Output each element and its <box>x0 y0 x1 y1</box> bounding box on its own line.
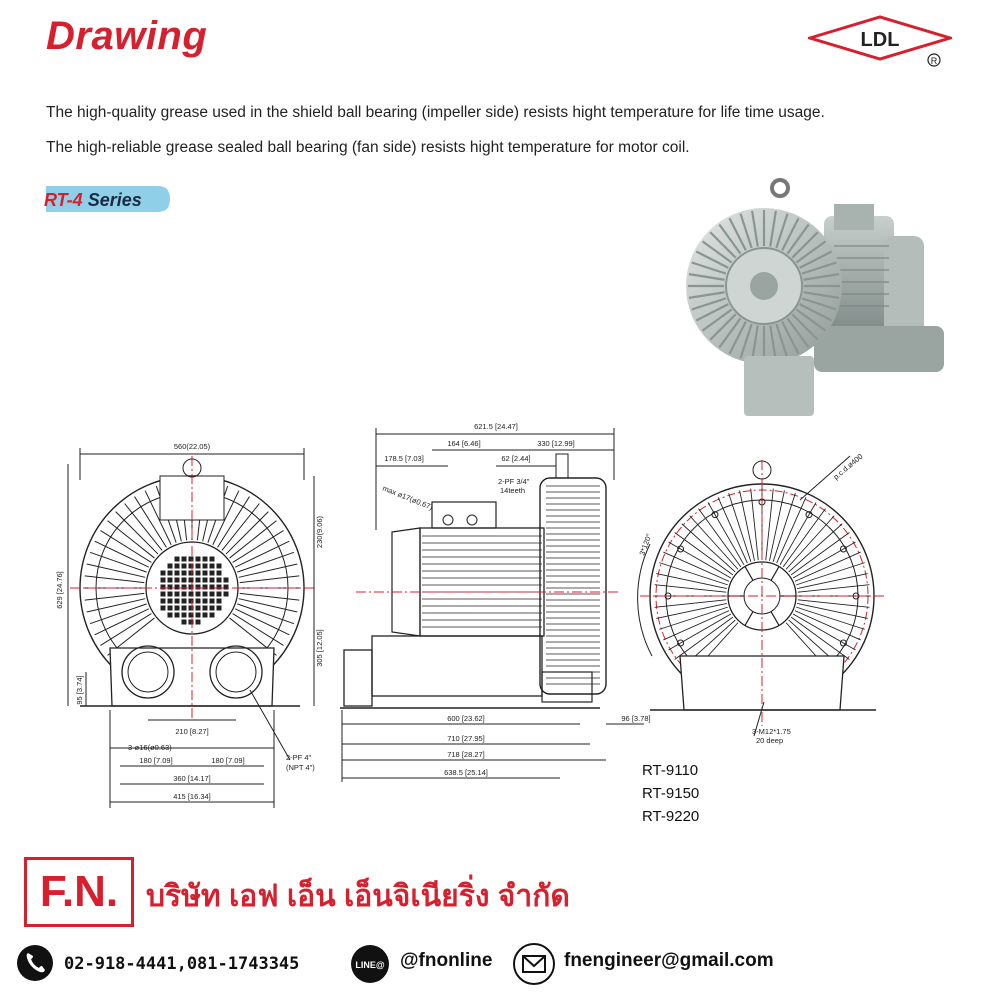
dim-96: 96 [3.78] <box>621 714 651 723</box>
dim-front-height: 629 [24.76] <box>55 571 64 609</box>
line-id[interactable]: @fnonline <box>400 950 493 971</box>
series-prefix: RT-4 <box>44 190 83 210</box>
dim-front-base: 95 [3.74] <box>75 675 84 705</box>
dim-cable: max ø17(ø0.67) <box>381 483 435 512</box>
blower-photo <box>684 176 954 430</box>
dim-mount-holes: 3-ø16(ø0.63) <box>128 743 172 752</box>
brand-text: LDL <box>860 29 900 51</box>
rear-depth: 20 deep <box>756 736 784 745</box>
dim-pf: 2-PF 3/4" <box>498 477 530 486</box>
dim-718: 718 [28.27] <box>447 750 485 759</box>
description-line-2: The high-reliable grease sealed ball bearing (fan side) resists hight temperature for motor coil. <box>46 139 690 156</box>
dim-ports-spacing: 210 [8.27] <box>175 727 209 736</box>
svg-text:RT-4 Series <box>44 190 142 210</box>
phone-number[interactable]: 02-918-4441,081-1743345 <box>64 954 300 974</box>
phone-icon <box>16 944 54 982</box>
page-title: Drawing <box>46 14 208 58</box>
description-line-1: The high-quality grease used in the shield ball bearing (impeller side) resists hight temperature for life time usage. <box>46 104 825 121</box>
front-view <box>68 448 316 808</box>
model-1: RT-9110 <box>642 762 699 779</box>
registered-mark: R <box>930 56 938 66</box>
rear-view <box>638 456 884 736</box>
dim-overall-length: 621.5 [24.47] <box>474 422 518 431</box>
ldl-logo <box>808 14 952 70</box>
dim-62: 62 [2.44] <box>501 454 531 463</box>
model-3: RT-9220 <box>642 808 700 825</box>
dim-total-width: 415 [16.34] <box>173 792 211 801</box>
dim-teeth: 14teeth <box>500 486 526 495</box>
dim-front-width: 560(22.05) <box>173 442 211 451</box>
dim-half-right: 180 [7.09] <box>211 756 245 765</box>
mail-icon <box>512 942 556 986</box>
series-badge <box>40 184 172 214</box>
dim-half-left: 180 [7.09] <box>139 756 173 765</box>
model-2: RT-9150 <box>642 785 700 802</box>
dim-front-upper: 230(9.06) <box>315 515 324 549</box>
dim-front-lower: 305 [12.05] <box>315 629 324 667</box>
dim-638: 638.5 [25.14] <box>444 768 488 777</box>
email-address[interactable]: fnengineer@gmail.com <box>564 950 774 971</box>
side-view <box>340 428 644 782</box>
dim-330: 330 [12.99] <box>537 439 575 448</box>
line-badge-text: LINE@ <box>355 960 385 970</box>
company-name: บริษัท เอฟ เอ็น เอ็นจิเนียริ่ง จำกัด <box>146 880 570 913</box>
line-icon <box>350 944 390 984</box>
dim-base-width: 360 [14.17] <box>173 774 211 783</box>
dim-600: 600 [23.62] <box>447 714 485 723</box>
dim-port: 2-PF 4" <box>286 753 312 762</box>
series-suffix: Series <box>82 190 142 210</box>
dim-port-npt: (NPT 4") <box>286 763 315 772</box>
dim-178: 178.5 [7.03] <box>384 454 424 463</box>
rear-angle: 3*120° <box>637 532 654 557</box>
dim-164: 164 [6.46] <box>447 439 481 448</box>
dimension-drawing <box>0 420 1000 840</box>
fn-logo: F.N. <box>24 857 134 927</box>
rear-thread: 3-M12*1.75 <box>752 727 791 736</box>
dim-710: 710 [27.95] <box>447 734 485 743</box>
rear-pcd: p.c.d.ø400 <box>831 451 865 482</box>
